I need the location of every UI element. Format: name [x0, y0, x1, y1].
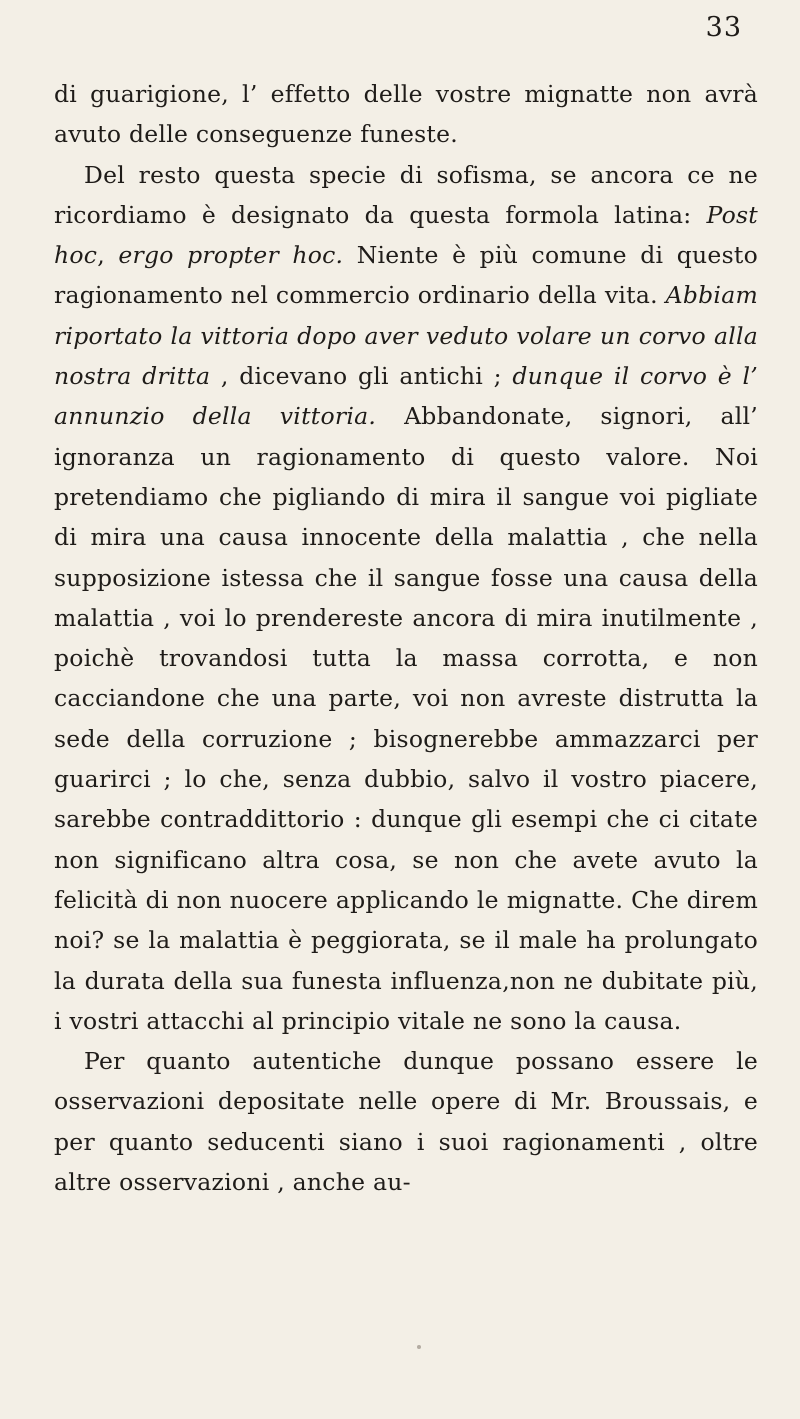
paragraph	[54, 155, 758, 1042]
text-segment: , dicevano gli antichi ;	[210, 362, 513, 391]
body-text	[54, 74, 758, 1202]
page-number: 33	[705, 12, 742, 43]
text-segment: Abbandonate, signori, all’ ignoranza un ragionamento di questo valore. Noi pretendiamo che pigliando di mira il sangue voi pigliate di mira una causa innocente della malattia , che nella supposizione istessa che il sangue fosse una causa della malattia , voi lo prendereste ancora di mira inutilmente , poichè trovandosi tutta la massa corrotta, e non cacciandone che una parte, voi non avreste distrutta la sede della corruzione ; bisognerebbe ammazzarci per guarirci ; lo che, senza dubbio, salvo il vostro piacere, sarebbe contraddittorio : dunque gli esempi che ci citate non significano altra cosa, se non che avete avuto la felicità di non nuocere applicando le mignatte. Che direm noi? se la malattia è peggiorata, se il male ha prolungato la durata della sua funesta influenza,non ne dubitate più, i vostri attacchi al principio vitale ne sono la causa.	[54, 402, 758, 1035]
italic-text: ergo propter hoc.	[118, 241, 344, 270]
text-segment: Niente è più comune di questo ragionamento nel commercio ordinario della vita.	[54, 241, 758, 310]
italic-text: dunque il corvo è l’ annunzio della vittoria.	[54, 362, 758, 431]
text-segment: Del resto questa specie di sofisma, se ancora ce ne ricordiamo è designato da questa formola latina:	[54, 160, 758, 229]
italic-text: Abbiam riportato la vittoria dopo aver veduto volare un corvo alla nostra dritta	[54, 281, 758, 391]
text-segment: ,	[97, 241, 119, 270]
text-segment: di guarigione, l’ effetto delle vostre mignatte non avrà avuto delle conseguenze funeste.	[54, 80, 758, 149]
text-segment: Per quanto autentiche dunque possano essere le osservazioni depositate nelle opere di Mr. Broussais, e per quanto seducenti siano i suoi ragionamenti , oltre altre osservazioni , anche au-	[54, 1047, 758, 1197]
paragraph	[54, 74, 758, 155]
italic-text: Post hoc	[54, 200, 758, 270]
paragraph	[54, 1041, 758, 1202]
paper-speck	[417, 1345, 421, 1349]
